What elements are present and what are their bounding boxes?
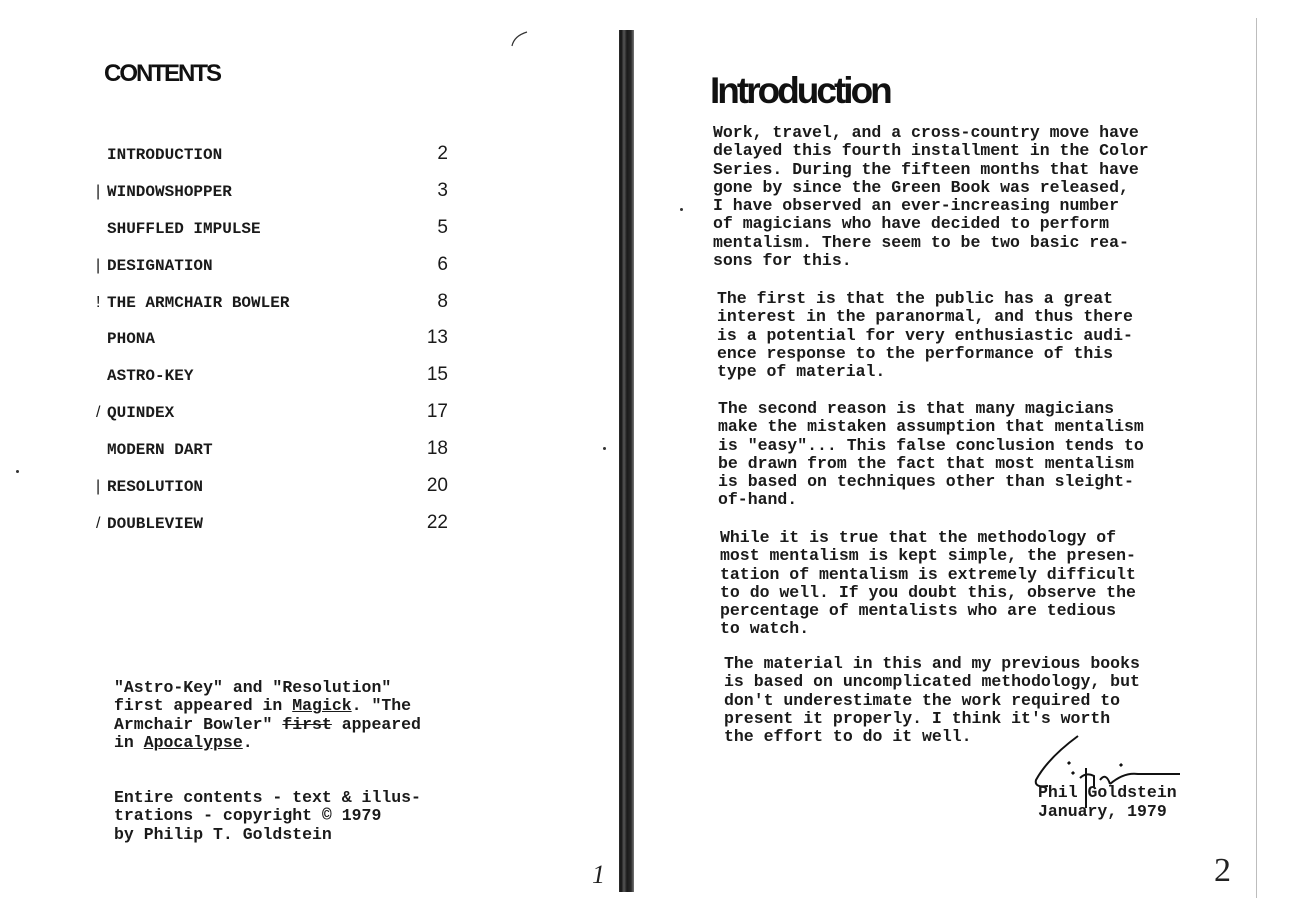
paragraph-line: don't underestimate the work required to bbox=[724, 690, 1121, 710]
paragraph-line: to watch. bbox=[720, 619, 810, 639]
toc-entry-page: 5 bbox=[437, 216, 448, 238]
toc-entry-page: 15 bbox=[426, 364, 448, 386]
first-appearance-note bbox=[114, 679, 421, 752]
paragraph-line: make the mistaken assumption that mentalism bbox=[718, 417, 1144, 437]
contents-heading: CONTENTS bbox=[104, 60, 220, 87]
speck bbox=[680, 208, 683, 211]
book-binding-gutter bbox=[619, 30, 634, 892]
introduction-heading: Introduction bbox=[710, 70, 890, 111]
toc-entry-page: 22 bbox=[426, 511, 448, 533]
toc-entry bbox=[96, 438, 456, 475]
toc-entry-page: 17 bbox=[426, 401, 448, 423]
page-number-right: 2 bbox=[1214, 852, 1231, 889]
toc-entry-page: 2 bbox=[437, 143, 448, 164]
signature-date: January, 1979 bbox=[1038, 802, 1167, 821]
paragraph bbox=[718, 400, 1208, 510]
toc-entry-title: WINDOWSHOPPER bbox=[107, 182, 232, 201]
toc-entry-page: 6 bbox=[437, 253, 448, 275]
author-name: Phil Goldstein bbox=[1038, 783, 1177, 802]
paragraph bbox=[717, 290, 1207, 381]
pen-tick-mark: / bbox=[96, 404, 101, 422]
toc-entry bbox=[96, 475, 456, 512]
paragraph-line: percentage of mentalists who are tedious bbox=[720, 601, 1117, 621]
paragraph bbox=[720, 529, 1210, 639]
paragraph-line: is "easy"... This false conclusion tends to bbox=[718, 435, 1144, 455]
paragraph-line: Series. During the fifteen months that have bbox=[713, 159, 1139, 179]
pen-tick-mark: ! bbox=[96, 293, 101, 311]
paragraph-line: is a potential for very enthusiastic audi- bbox=[717, 325, 1133, 345]
magazine-title-magick: Magick bbox=[292, 696, 352, 716]
toc-entry-page: 18 bbox=[426, 438, 448, 460]
toc-entry-title: PHONA bbox=[107, 330, 156, 349]
copyright-notice bbox=[114, 789, 421, 844]
paragraph-line: While it is true that the methodology of bbox=[720, 528, 1117, 547]
toc-entry-title: RESOLUTION bbox=[107, 478, 204, 497]
magazine-title-apocalypse: Apocalypse bbox=[143, 732, 243, 752]
toc-entry-title: QUINDEX bbox=[107, 404, 175, 423]
note-line: in bbox=[114, 732, 144, 752]
paragraph-line: The first is that the public has a great bbox=[717, 289, 1114, 308]
toc-entry bbox=[96, 143, 456, 180]
copyright-line: trations - copyright © 1979 bbox=[114, 806, 382, 826]
paragraph-line: The material in this and my previous books bbox=[724, 654, 1140, 673]
toc-entry-page: 8 bbox=[437, 290, 448, 312]
paragraph-line: is based on uncomplicated methodology, but bbox=[724, 672, 1140, 692]
pen-tick-mark: / bbox=[96, 514, 101, 532]
table-of-contents bbox=[96, 143, 456, 549]
paragraph-line: The second reason is that many magicians bbox=[718, 399, 1115, 418]
paragraph-line: ence response to the performance of this bbox=[717, 343, 1114, 363]
pen-tick-mark: | bbox=[96, 256, 101, 274]
paragraph-line: tation of mentalism is extremely difficult bbox=[720, 564, 1136, 584]
toc-entry-page: 20 bbox=[426, 475, 448, 497]
paragraph-line: of magicians who have decided to perform bbox=[713, 214, 1110, 234]
toc-entry-title: MODERN DART bbox=[107, 441, 213, 460]
pen-tick-mark: | bbox=[96, 478, 101, 496]
toc-entry bbox=[96, 180, 456, 217]
struck-word: first bbox=[282, 714, 332, 734]
toc-entry bbox=[96, 401, 456, 438]
toc-entry-title: DOUBLEVIEW bbox=[107, 514, 204, 533]
note-line: Armchair Bowler" bbox=[114, 714, 283, 734]
paragraph-line: type of material. bbox=[717, 362, 886, 382]
toc-entry-page: 3 bbox=[437, 179, 448, 201]
note-line: . bbox=[242, 732, 253, 752]
paragraph-line: interest in the paranormal, and thus there bbox=[717, 307, 1133, 327]
pen-mark-icon bbox=[508, 28, 530, 48]
toc-entry bbox=[96, 254, 456, 291]
note-line: appeared bbox=[331, 714, 421, 734]
note-line: first appeared in bbox=[114, 696, 293, 716]
page-number-left: 1 bbox=[592, 860, 605, 889]
toc-entry bbox=[96, 327, 456, 364]
speck bbox=[603, 447, 606, 450]
paragraph-line: present it properly. I think it's worth bbox=[724, 708, 1111, 728]
paragraph-line: is based on techniques other than sleight- bbox=[718, 472, 1134, 492]
contents-page bbox=[0, 0, 615, 916]
toc-entry-title: SHUFFLED IMPULSE bbox=[107, 219, 261, 238]
speck bbox=[16, 470, 19, 473]
note-line: . "The bbox=[351, 696, 412, 716]
toc-entry-title: ASTRO-KEY bbox=[107, 367, 194, 386]
paragraph bbox=[713, 124, 1203, 270]
copyright-line: by Philip T. Goldstein bbox=[114, 824, 332, 844]
pen-tick-mark: | bbox=[96, 182, 101, 200]
toc-entry-title: DESIGNATION bbox=[107, 256, 213, 275]
toc-entry bbox=[96, 512, 456, 549]
toc-entry-title: THE ARMCHAIR BOWLER bbox=[107, 293, 290, 312]
toc-entry bbox=[96, 217, 456, 254]
paragraph-line: most mentalism is kept simple, the presen- bbox=[720, 546, 1136, 566]
toc-entry bbox=[96, 364, 456, 401]
paragraph-line: to do well. If you doubt this, observe the bbox=[720, 582, 1136, 602]
toc-entry bbox=[96, 291, 456, 328]
paragraph-line: sons for this. bbox=[713, 251, 852, 271]
paragraph-line: the effort to do it well. bbox=[724, 727, 972, 747]
paragraph-line: delayed this fourth installment in the Color bbox=[713, 141, 1149, 161]
note-line: "Astro-Key" and "Resolution" bbox=[114, 678, 392, 697]
paragraph-line: of-hand. bbox=[718, 490, 798, 510]
toc-entry-title: INTRODUCTION bbox=[107, 146, 223, 164]
toc-entry-page: 13 bbox=[426, 327, 448, 349]
paragraph-line: gone by since the Green Book was released, bbox=[713, 177, 1129, 197]
paragraph-line: be drawn from the fact that most mentalism bbox=[718, 453, 1134, 473]
copyright-line: Entire contents - text & illus- bbox=[114, 788, 421, 807]
introduction-page bbox=[636, 0, 1289, 916]
paragraph-line: I have observed an ever-increasing number bbox=[713, 196, 1119, 216]
paragraph-line: mentalism. There seem to be two basic rea- bbox=[713, 232, 1129, 252]
paragraph-line: Work, travel, and a cross-country move have bbox=[713, 123, 1139, 142]
